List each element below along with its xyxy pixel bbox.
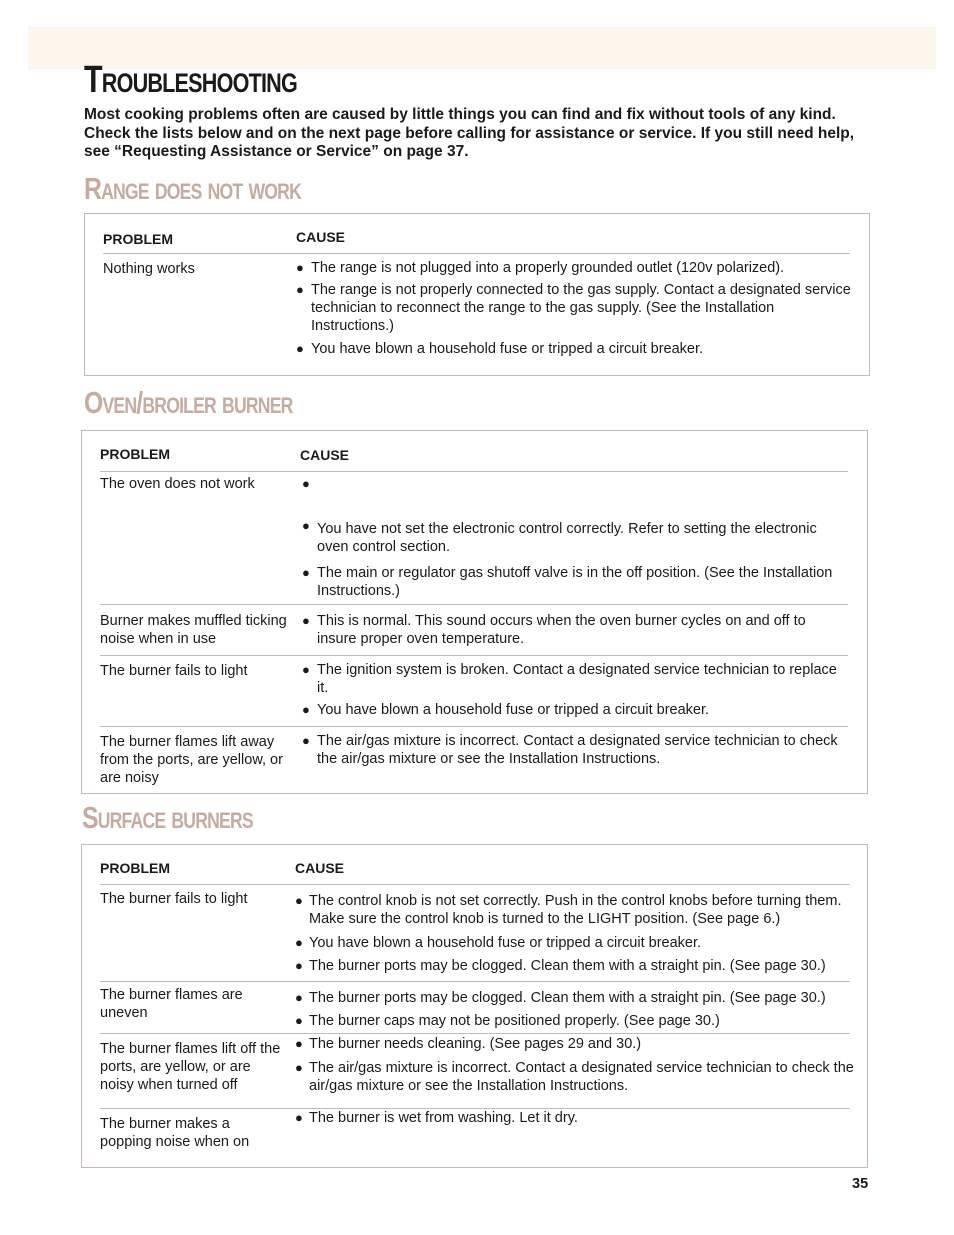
bullet-icon: ● xyxy=(302,565,310,580)
cause-item: ● The range is not properly connected to the gas supply. Contact a designated service technician to reconnect the range to the gas supply. (See the Installation Instructions.) xyxy=(296,282,851,334)
bullet-icon: ● xyxy=(302,702,310,717)
range-table xyxy=(84,213,870,376)
cause-item: ● The burner caps may not be positioned properly. (See page 30.) xyxy=(295,1013,720,1029)
bullet-icon: ● xyxy=(295,990,303,1005)
cause-item: ● The burner needs cleaning. (See pages 29 and 30.) xyxy=(295,1036,642,1052)
cause-item: ● You have blown a household fuse or tripped a circuit breaker. xyxy=(296,341,704,357)
bullet-icon: ● xyxy=(302,733,310,748)
row-divider xyxy=(100,655,848,656)
cause-item: ● The air/gas mixture is incorrect. Contact a designated service technician to check the air/gas mixture or see the Installation Instructions. xyxy=(302,733,838,767)
problem-text: Nothing works xyxy=(103,261,195,277)
problem-column-header: PROBLEM xyxy=(100,860,170,876)
page-number: 35 xyxy=(852,1176,869,1192)
problem-text: The oven does not work xyxy=(100,476,255,492)
bullet-icon: ● xyxy=(295,958,303,973)
cause-column-header: CAUSE xyxy=(295,860,345,876)
header-divider xyxy=(100,884,850,885)
cause-item: ● The control knob is not set correctly. Push in the control knobs before turning them. Make sure the control knob is turned to the LIGHT position. (See page 6.) xyxy=(295,893,842,927)
bullet-icon: ● xyxy=(302,662,310,677)
problem-text: The burner fails to light xyxy=(100,663,248,679)
cause-item: ● You have not set the electronic control correctly. Refer to setting the electronic oven control section. xyxy=(302,518,817,555)
bullet-icon: ● xyxy=(302,613,310,628)
bullet-icon: ● xyxy=(295,1060,303,1075)
surface-table xyxy=(81,844,868,1168)
problem-text: The burner flames lift off the ports, are yellow, or are noisy when turned off xyxy=(100,1041,281,1093)
cause-item: ● The burner is wet from washing. Let it dry. xyxy=(295,1110,578,1126)
section-heading-range: Range does not work xyxy=(84,171,301,206)
section-heading-surface: Surface burners xyxy=(82,800,253,835)
row-divider xyxy=(100,1033,850,1034)
problem-column-header: PROBLEM xyxy=(103,231,173,247)
bullet-icon: ● xyxy=(296,341,304,356)
problem-text: The burner flames are uneven xyxy=(100,987,243,1021)
oven-table xyxy=(81,430,868,794)
bullet-icon: ● xyxy=(295,1110,303,1125)
cause-item: ● The range is not plugged into a properly grounded outlet (120v polarized). xyxy=(296,260,785,276)
problem-text: The burner makes a popping noise when on xyxy=(100,1116,250,1150)
page-title: Troubleshooting xyxy=(84,59,297,101)
bullet-icon: ● xyxy=(295,935,303,950)
header-divider xyxy=(103,253,850,254)
bullet-icon: ● xyxy=(296,282,304,297)
cause-item: ● The burner ports may be clogged. Clean them with a straight pin. (See page 30.) xyxy=(295,990,826,1006)
problem-text: Burner makes muffled ticking noise when in use xyxy=(100,613,287,647)
cause-column-header: CAUSE xyxy=(300,447,350,463)
bullet-icon: ● xyxy=(302,476,310,491)
problem-text: The burner flames lift away from the ports, are yellow, or are noisy xyxy=(100,734,283,786)
cause-item: ● The main or regulator gas shutoff valve is in the off position. (See the Installation Instructions.) xyxy=(302,565,833,599)
row-divider xyxy=(100,981,850,982)
problem-text: The burner fails to light xyxy=(100,891,248,907)
cause-item: ● You have blown a household fuse or tripped a circuit breaker. xyxy=(302,702,710,718)
bullet-icon: ● xyxy=(295,1036,303,1051)
cause-item: ● The air/gas mixture is incorrect. Contact a designated service technician to check the air/gas mixture or see the Installation Instructions. xyxy=(295,1060,854,1094)
bullet-icon: ● xyxy=(302,518,310,533)
header-divider xyxy=(100,471,848,472)
row-divider xyxy=(100,726,848,727)
cause-item: ● The burner ports may be clogged. Clean them with a straight pin. (See page 30.) xyxy=(295,958,826,974)
problem-column-header: PROBLEM xyxy=(100,446,170,462)
cause-item: ● This is normal. This sound occurs when the oven burner cycles on and off to insure proper oven temperature. xyxy=(302,613,806,647)
bullet-icon: ● xyxy=(295,1013,303,1028)
section-heading-oven: Oven/broiler burner xyxy=(84,385,293,420)
intro-paragraph: Most cooking problems often are caused by little things you can find and fix without tools of any kind. Check the lists below and on the next page before calling for assistance or service. If you still need help, see “Requesting Assistance or Service” on page 37. xyxy=(84,106,855,160)
cause-item: ● The ignition system is broken. Contact a designated service technician to replace it. xyxy=(302,662,837,696)
cause-item: ● You have blown a household fuse or tripped a circuit breaker. xyxy=(295,935,702,951)
bullet-icon: ● xyxy=(295,893,303,908)
cause-column-header: CAUSE xyxy=(296,229,346,245)
bullet-icon: ● xyxy=(296,260,304,275)
row-divider xyxy=(100,604,848,605)
